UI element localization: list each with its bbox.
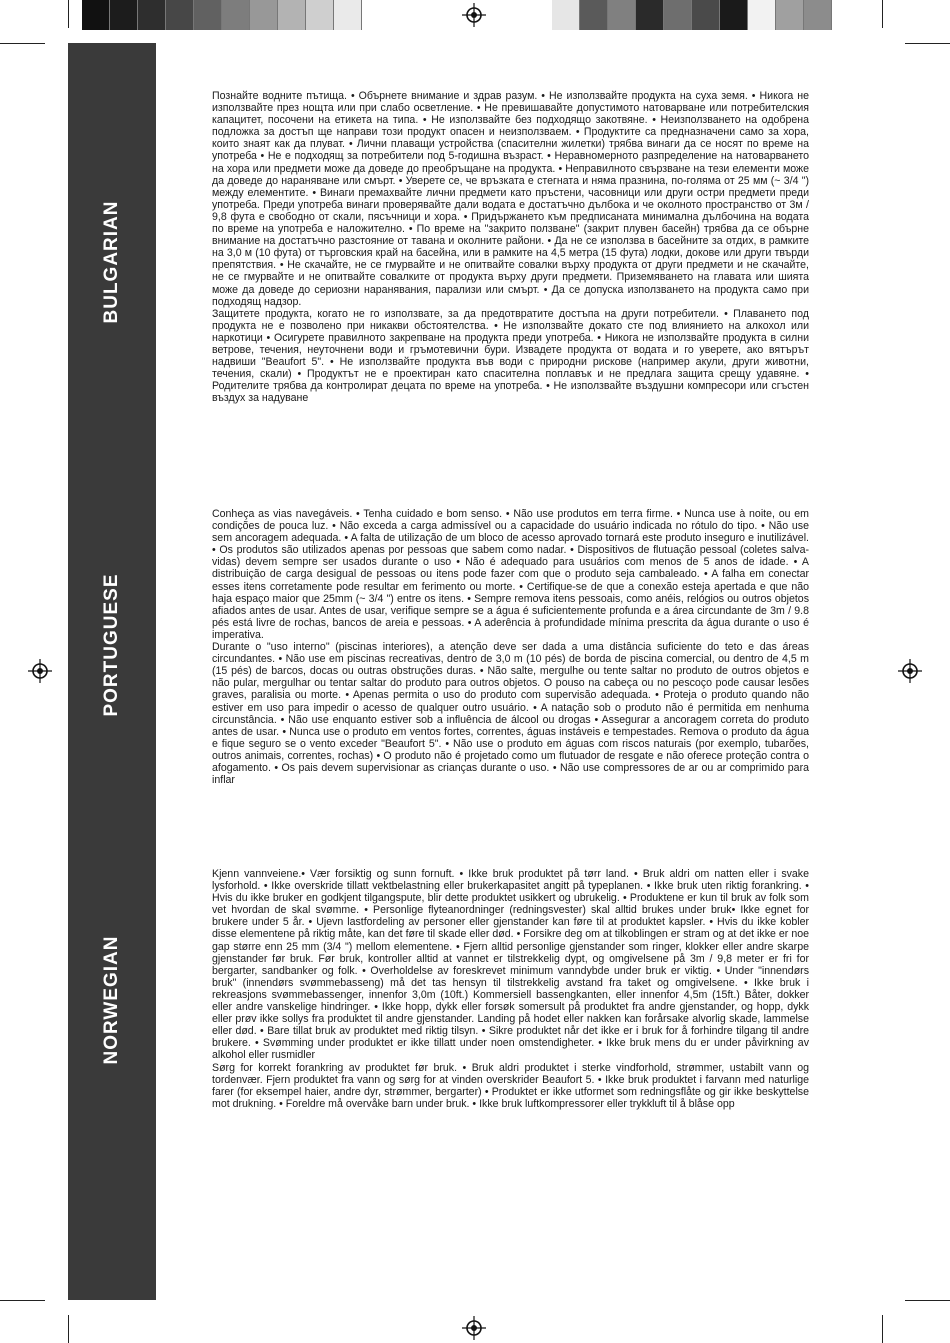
color-swatch: [664, 0, 692, 30]
registration-mark-icon: [462, 3, 486, 27]
paragraph: Conheça as vias navegáveis. • Tenha cuidado e bom senso. • Não use produtos em terra firme. • Nunca use à noite, ou em condições de pouca luz. • Não exceda a carga admissível ou a capacidade do usuário indicada no rótulo do tipo. • Não use sem ancoragem adequada. • A falta de utilização de um bloco de acesso aprovado tornará este produto inseguro e inutilizável. • Os produtos são utilizados apenas por pessoas que sabem como nadar. • Dispositivos de flutuação pessoal (coletes salva-vidas) devem sempre ser usados durante o uso • Não é adequado para usuários com menos de 5 anos de idade. • A distribuição de carga desigual de pessoas ou itens pode fazer com que o produto seja cambaleado. • A falha em conectar esses itens corretamente pode resultar em ferimento ou morte. • Certifique-se de que a conexão esteja apertada e que não haja espaço maior que 25mm (~ 3/4 ") entre os itens. • Sempre remova itens pessoais, como anéis, relógios ou outros objetos afiados antes de usar. Antes de usar, verifique sempre se a água é suficientemente profunda e a área circundante de 3m / 9.8 pés está livre de rochas, bancos de areia e pessoas. • A aderência à profundidade mínima prescrita da água durante o uso é imperativa.: [212, 508, 809, 641]
color-swatch: [580, 0, 608, 30]
color-swatch: [804, 0, 832, 30]
paragraph: Sørg for korrekt forankring av produktet før bruk. • Bruk aldri produktet i sterke vindforhold, strømmer, ustabilt vann og tordenvær. Fjern produktet fra vann og sørg for at vinden overskrider Beaufort 5. • Ikke bruk produktet i farvann med naturlige farer (for eksempel haier, andre dyr, strømmer, bergarter) • Produktet er ikke utformet som redningsflåte og gir ikke beskyttelse mot drukning. • Foreldre må overvåke barn under bruk. • Ikke bruk luftkompressorer eller trykkluft til å blåse opp: [212, 1061, 809, 1110]
registration-mark-icon: [462, 1316, 486, 1340]
crop-mark: [882, 1315, 883, 1343]
color-swatch: [748, 0, 776, 30]
language-label-bulgarian: BULGARIAN: [101, 200, 122, 324]
color-swatch: [608, 0, 636, 30]
crop-mark: [882, 0, 883, 28]
crop-mark: [68, 1315, 69, 1343]
color-calibration-bar-right: [552, 0, 832, 30]
paragraph: Kjenn vannveiene.• Vær forsiktig og sunn fornuft. • Ikke bruk produktet på tørr land. • Bruk aldri om natten eller i svake lysforhold. • Ikke overskride tillatt vektbelastning eller brukerkapasitet angitt på typeplanen. • Ikke bruk uten riktig forankring. • Hvis du ikke bruker en godkjent tilgangspute, blir dette produktet usikkert og ubrukelig. • Produktene er kun til bruk av folk som vet hvordan de skal svømme. • Personlige flyteanordninger (redningsvester) skal alltid brukes under bruk• Ikke egnet for brukere under 5 år. • Ujevn lastfordeling av personer eller gjenstander kan føre til at produktet kapsler. • Hvis du ikke kobler disse elementene på riktig måte, kan det føre til skade eller død. • Forsikre deg om at tilkoblingen er stram og at det ikke er noe gap større enn 25 mm (3/4 ") mellom elementene. • Fjern alltid personlige gjenstander som ringer, klokker eller andre skarpe gjenstander før bruk. Før bruk, kontroller alltid at vannet er tilstrekkelig dypt, og omgivelsene på 3m / 9,8 meter er fri for bergarter, sandbanker og folk. • Overholdelse av foreskrevet minimum vanndybde under bruk er viktig. • Under "innendørs bruk" (innendørs svømmebasseng) må det tas hensyn til tilstrekkelig avstand fra taket og omgivelsene. • Ikke bruk i rekreasjons svømmebassenger, innenfor 3,0m (10ft.) Kommersiell bassengkanten, eller innenfor 4,5m (15ft.) Båter, dokker eller andre vanskelige hindringer. • Ikke hopp, dykk eller forsøk somersult på produktet fra andre gjenstander, og hopp, dykk eller prøv ikke sollys fra produktet til andre gjenstander. Landing på hodet eller nakken kan forårsake alvorlig skade, lammelse eller død. • Bare tillat bruk av produktet med riktig tilsyn. • Sikre produktet når det ikke er i bruk for å forhindre tilgang til andre brukere. • Svømming under produktet er ikke tillatt under noen omstendigheter. • Ikke bruk mens du er under påvirkning av alkohol eller rusmidler: [212, 868, 809, 1062]
color-swatch: [166, 0, 194, 30]
crop-mark: [0, 1300, 45, 1301]
color-swatch: [222, 0, 250, 30]
crop-mark: [68, 0, 69, 28]
language-label-norwegian: NORWEGIAN: [101, 935, 122, 1065]
crop-mark: [905, 43, 950, 44]
crop-mark: [905, 1300, 950, 1301]
portuguese-safety-text: [212, 508, 809, 786]
color-swatch: [194, 0, 222, 30]
registration-mark-icon: [28, 659, 52, 683]
paragraph: Защитете продукта, когато не го използвате, за да предотвратите достъпа на други потребители. • Плаването под продукта не е позволено при никакви обстоятелства. • Не използвайте докато сте под влиянието на алкохол или наркотици • Осигурете правилното закрепване на продукта преди употреба. • Никога не използвайте продукта в силни ветрове, течения, неуточнени води и гръмотевични бури. Извадете продукта от водата и го уверете, ако вятърът надвиши "Beaufort 5". • Не използвайте продукта във води с природни рискове (например акули, други животни, течения, скали) • Продуктът не е проектиран като спасителна поплавък и не предлага защита срещу удавяне. • Родителите трябва да контролират децата по време на употреба. • Не използвайте въздушни компресори или сгъстен въздух за надуване: [212, 307, 809, 405]
paragraph: Durante o "uso interno" (piscinas interiores), a atenção deve ser dada a uma distância suficiente do teto e das áreas circundantes. • Não use em piscinas recreativas, dentro de 3,0 m (10 pés) de borda de piscina comercial, ou dentro de 4,5 m (15 pés) de barcos, docas ou outras obstruções duras. • Não salte, mergulhe ou tente saltar no produto de outros objetos e não pular, mergulhar ou tentar saltar do produto para outros objetos. O pouso na cabeça ou no pescoço pode causar lesões graves, paralisia ou morte. • Apenas permita o uso do produto com supervisão adequada. • Proteja o produto quando não estiver em uso para impedir o acesso de qualquer outro usuário. • A natação sob o produto não é permitida em nenhuma circunstância. • Não use enquanto estiver sob a influência de álcool ou drogas • Assegurar a ancoragem correta do produto antes de usar. • Nunca use o produto em ventos fortes, correntes, águas instáveis e tempestades. Remova o produto da água e fique seguro se o vento exceder "Beaufort 5". • Não use o produto em águas com riscos naturais (por exemplo, tubarões, outros animais, correntes, rochas) • O produto não é projetado como um flutuador de resgate e não oferece proteção contra o afogamento. • Os pais devem supervisionar as crianças durante o uso. • Não use compressores de ar ou ar comprimido para inflar: [212, 641, 809, 787]
registration-mark-icon: [898, 659, 922, 683]
color-swatch: [278, 0, 306, 30]
color-swatch: [552, 0, 580, 30]
color-swatch: [250, 0, 278, 30]
language-label-portuguese: PORTUGUESE: [101, 573, 122, 717]
color-calibration-bar-left: [82, 0, 362, 30]
norwegian-safety-text: [212, 868, 809, 1110]
color-swatch: [776, 0, 804, 30]
color-swatch: [110, 0, 138, 30]
crop-mark: [0, 43, 45, 44]
paragraph: Познайте водните пътища. • Обърнете внимание и здрав разум. • Не използвайте продукта на суха земя. • Никога не използвайте през нощта или при слабо осветление. • Не превишавайте допустимото натоварване или потребителския капацитет, посочени на етикета на типа. • Не използвайте без подходящо закотвяне. • Неизползването на одобрена подложка за достъп ще направи този продукт опасен и неизползваем. • Продуктите са предназначени само за хора, които знаят как да плуват. • Лични плаващи устройства (спасителни жилетки) трябва винаги да се носят по време на употреба • Не е подходящ за потребители под 5-годишна възраст. • Неравномерното разпределение на натоварването на хора или предмети може да доведе до преобръщане на продукта. • Неправилното свързване на тези елементи може да доведе до нараняване или смърт. • Уверете се, че връзката е стегната и няма празнина, по-голяма от 25 мм (~ 3/4 ") между елементите. • Винаги премахвайте лични предмети като пръстени, часовници или други остри предмети преди употреба. Преди употреба винаги проверявайте дали водата е достатъчно дълбока и че околното пространство от 3м / 9,8 фута е свободно от скали, пясъчници и хора. • Придържането към предписаната минимална дълбочина на водата по време на употреба е наложително. • По време на "закрито ползване" (закрит плувен басейн) трябва да се обърне внимание на достатъчно разстояние от тавана и околните райони. • Да не се използва в басейните за отдих, в рамките на 3,0 м (10 фута) от търговския край на басейна, или в рамките на 4,5 метра (15 фута) лодки, докове или други твърди препятствия. • Не скачайте, не се гмурвайте и не опитвайте совалки върху продукта от други предмети и не скачайте, не се гмурвайте и не опитвайте совалките от продукта върху други предмети. Приземяването на главата или шията може да доведе до сериозни наранявания, парализи или смърт. • Да се допуска използването на продукта само при подходящ надзор.: [212, 90, 809, 308]
color-swatch: [82, 0, 110, 30]
color-swatch: [138, 0, 166, 30]
color-swatch: [720, 0, 748, 30]
color-swatch: [334, 0, 362, 30]
color-swatch: [636, 0, 664, 30]
color-swatch: [306, 0, 334, 30]
color-swatch: [692, 0, 720, 30]
bulgarian-safety-text: [212, 90, 809, 404]
